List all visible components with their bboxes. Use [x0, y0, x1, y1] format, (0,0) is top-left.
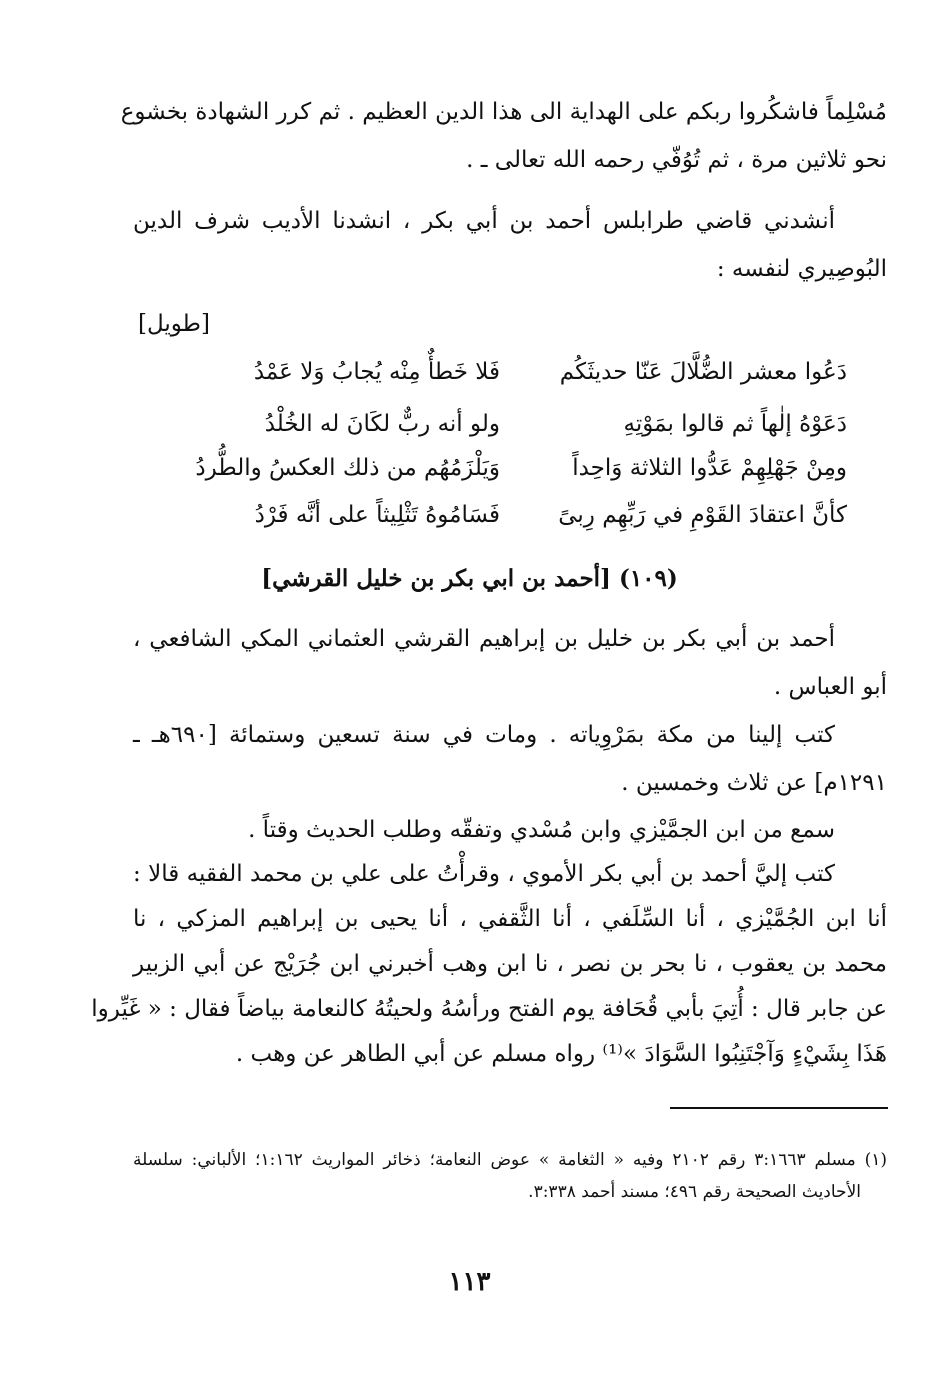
- intro-line-2: نحو ثلاثين مرة ، ثم تُوُفّي رحمه الله تعالى ـ .: [466, 147, 887, 173]
- bio-line-2: أبو العباس .: [773, 674, 887, 700]
- death-line-2: ١٢٩١م] عن ثلاث وخمسين .: [621, 770, 887, 796]
- anshad-paragraph: [133, 204, 887, 286]
- death-line-1: كتب إلينا من مكة بمَرْوِياته . ومات في سنة تسعين وستمائة [٦٩٠هـ ـ: [133, 722, 835, 748]
- verse-2-second-hemistich: ولو أنه ربٌّ لكَانَ له الخُلْدُ: [264, 411, 500, 437]
- verse-3-second-hemistich: وَيَلْزَمُهُم من ذلك العكسُ والطُّردُ: [195, 455, 500, 481]
- footnotes: [133, 1146, 887, 1206]
- samaa-line: سمع من ابن الجمَّيْزي وابن مُسْدي وتفقّه وطلب الحديث وقتاً .: [248, 817, 835, 843]
- anshad-line-1: أنشدني قاضي طرابلس أحمد بن أبي بكر ، انشدنا الأديب شرف الدين: [133, 208, 835, 234]
- anshad-line-2: البُوصِيري لنفسه :: [716, 256, 887, 282]
- page-number: ١١٣: [448, 1267, 491, 1297]
- bio-line-1: أحمد بن أبي بكر بن خليل بن إبراهيم القرشي العثماني المكي الشافعي ،: [133, 626, 835, 652]
- isnad-line-5: هَذَا بِشَيْءٍ وَآجْتَنِبُوا السَّوَادَ »⁽¹⁾ رواه مسلم عن أبي الطاهر عن وهب .: [235, 1041, 887, 1067]
- entry-heading: (١٠٩) [أحمد بن ابي بكر بن خليل القرشي]: [261, 565, 678, 592]
- footnote-line-1: (١) مسلم ٣:١٦٦٣ رقم ٢١٠٢ وفيه « الثغامة » عوض النعامة؛ ذخائر المواريث ١:١٦٢؛ الألباني: سلسلة: [133, 1150, 888, 1170]
- isnad-line-4: عن جابر قال : أُتِيَ بأبي قُحَافة يوم الفتح ورأسُهُ ولحيتُهُ كالنعامة بياضاً فقال : « غَيِّروا: [91, 996, 887, 1022]
- verse-4-second-hemistich: فَسَامُوهُ تَثْلِيثاً على أنَّه فَرْدُ: [254, 502, 500, 528]
- verse-3-first-hemistich: ومِنْ جَهْلِهِمْ عَدُّوا الثلاثة وَاحِداً: [572, 455, 847, 481]
- bio-paragraph: [133, 622, 887, 704]
- isnad-line-2: أنا ابن الجُمَّيْزي ، أنا السِّلَفي ، أنا الثَّقفي ، أنا يحيى بن إبراهيم المزكي ، نا: [133, 906, 887, 932]
- footnote-line-2: الأحاديث الصحيحة رقم ٤٩٦؛ مسند أحمد ٣:٣٣٨.: [528, 1182, 861, 1202]
- verse-1-first-hemistich: دَعُوا معشر الضُّلَّالَ عَنّا حديثَكُم: [559, 359, 847, 385]
- intro-paragraph: [120, 95, 887, 177]
- verse-1-second-hemistich: فَلا خَطأٌ مِنْه يُجابُ وَلا عَمْدُ: [253, 359, 500, 385]
- intro-line-1: مُسْلِماً فاشكُروا ربكم على الهداية الى هذا الدين العظيم . ثم كرر الشهادة بخشوع: [120, 99, 887, 125]
- footnote-divider: [670, 1107, 888, 1109]
- samaa-paragraph: [133, 813, 887, 847]
- isnad-line-3: محمد بن يعقوب ، نا بحر بن نصر ، نا ابن وهب أخبرني ابن جُرَيْج عن أبي الزبير: [133, 951, 887, 977]
- isnad-paragraph: [91, 857, 887, 1071]
- verse-4-first-hemistich: كأنَّ اعتقادَ القَوْمِ في رَبِّهِم رِبىً: [558, 502, 847, 528]
- verse-2-first-hemistich: دَعَوْهُ إلٰهاً ثم قالوا بمَوْتِهِ: [623, 411, 847, 437]
- isnad-line-1: كتب إليَّ أحمد بن أبي بكر الأموي ، وقرأْتُ على علي بن محمد الفقيه قالا :: [133, 861, 835, 887]
- death-paragraph: [133, 718, 887, 800]
- poem-meter: [طويل]: [138, 311, 210, 337]
